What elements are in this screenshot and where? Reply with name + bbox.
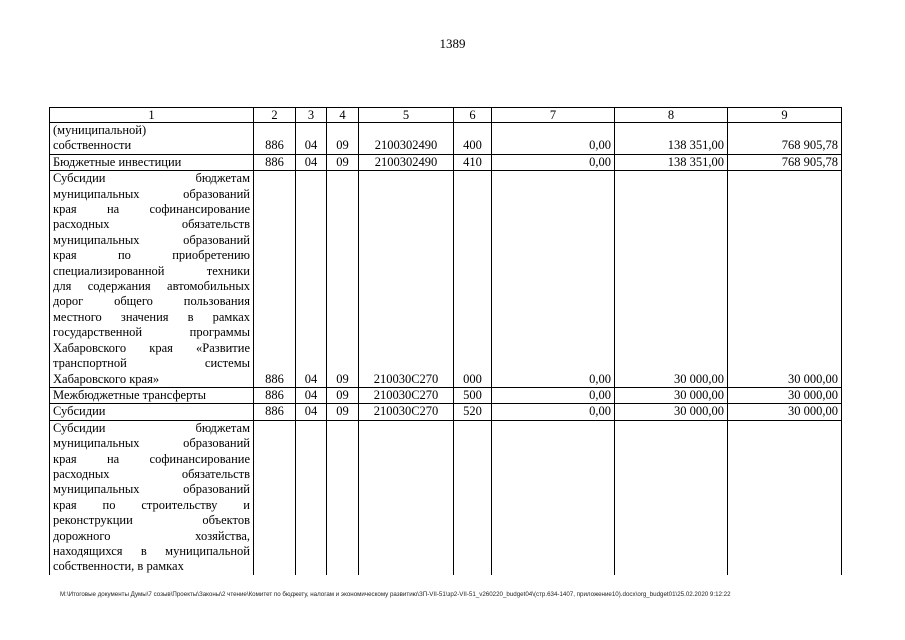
- cell-col-7: 0,00: [492, 171, 615, 388]
- cell-col-5: 210030С270: [359, 171, 454, 388]
- column-header: 8: [615, 108, 728, 123]
- cell-col-9: 30 000,00: [728, 171, 842, 388]
- cell-col-4: 09: [327, 171, 359, 388]
- description-line: дорог общего пользования: [53, 294, 250, 309]
- cell-col-3: 04: [296, 154, 327, 170]
- description-line: государственной программы: [53, 325, 250, 340]
- description-line: Межбюджетные трансферты: [53, 387, 207, 402]
- cell-col-2: 886: [254, 154, 296, 170]
- cell-col-2: 886: [254, 171, 296, 388]
- table-row: [50, 404, 842, 420]
- table-row: [50, 171, 842, 388]
- column-header: 7: [492, 108, 615, 123]
- cell-col-4: 09: [327, 154, 359, 170]
- column-header: 9: [728, 108, 842, 123]
- cell-col-7: 0,00: [492, 387, 615, 403]
- description-line: края на софинансирование: [53, 202, 250, 217]
- description-line: муниципальных образований: [53, 436, 250, 451]
- cell-col-9: 768 905,78: [728, 123, 842, 155]
- description-line: дорожного хозяйства,: [53, 528, 250, 543]
- description-line: Субсидии бюджетам: [53, 420, 250, 435]
- cell-col-7: [492, 420, 615, 575]
- cell-col-5: [359, 420, 454, 575]
- cell-col-9: [728, 420, 842, 575]
- table-row: [50, 123, 842, 155]
- column-header: 3: [296, 108, 327, 123]
- cell-col-6: 000: [454, 171, 492, 388]
- column-header: 4: [327, 108, 359, 123]
- row-description: [50, 171, 254, 388]
- description-line: муниципальных образований: [53, 232, 250, 247]
- cell-col-3: 04: [296, 123, 327, 155]
- description-line: Хабаровского края «Развитие: [53, 340, 250, 355]
- cell-col-6: 400: [454, 123, 492, 155]
- cell-col-2: [254, 420, 296, 575]
- cell-col-7: 0,00: [492, 404, 615, 420]
- cell-col-8: 138 351,00: [615, 123, 728, 155]
- description-line: (муниципальной): [53, 123, 147, 137]
- cell-col-8: [615, 420, 728, 575]
- description-line: собственности: [53, 138, 132, 153]
- cell-col-7: 0,00: [492, 154, 615, 170]
- cell-col-8: 30 000,00: [615, 387, 728, 403]
- cell-col-5: 210030С270: [359, 404, 454, 420]
- table-row: [50, 420, 842, 575]
- cell-col-2: 886: [254, 387, 296, 403]
- cell-col-3: 04: [296, 404, 327, 420]
- description-line: Субсидии бюджетам: [53, 171, 250, 186]
- description-line: муниципальных образований: [53, 186, 250, 201]
- cell-col-4: 09: [327, 123, 359, 155]
- cell-col-5: 210030С270: [359, 387, 454, 403]
- description-line: расходных обязательств: [53, 217, 250, 232]
- description-line: расходных обязательств: [53, 466, 250, 481]
- column-header: 2: [254, 108, 296, 123]
- cell-col-2: 886: [254, 123, 296, 155]
- description-line: края на софинансирование: [53, 451, 250, 466]
- cell-col-4: 09: [327, 404, 359, 420]
- cell-col-8: 30 000,00: [615, 171, 728, 388]
- table-header-row: [50, 108, 842, 123]
- column-header: 1: [50, 108, 254, 123]
- cell-col-3: 04: [296, 387, 327, 403]
- description-line: местного значения в рамках: [53, 309, 250, 324]
- cell-col-5: 2100302490: [359, 123, 454, 155]
- cell-col-4: 09: [327, 387, 359, 403]
- description-line: края по приобретению: [53, 248, 250, 263]
- description-line: муниципальных образований: [53, 482, 250, 497]
- table-row: [50, 154, 842, 170]
- cell-col-9: 30 000,00: [728, 404, 842, 420]
- cell-col-2: 886: [254, 404, 296, 420]
- description-line: специализированной техники: [53, 263, 250, 278]
- row-description: [50, 404, 254, 420]
- document-footer-path: M:\Итоговые документы Думы\7 созыв\Проекты\Законы\2 чтение\Комитет по бюджету, налогам и экономическому развитию\ЗП-VII-51\зр2-VII-51_v260220_budget04\(стр.634-1407, приложение10).docx\org_budget01\25.02.2020 9:12:22: [60, 591, 731, 598]
- cell-col-8: 30 000,00: [615, 404, 728, 420]
- row-description: [50, 387, 254, 403]
- page-number: 1389: [439, 36, 466, 51]
- cell-col-6: 500: [454, 387, 492, 403]
- cell-col-7: 0,00: [492, 123, 615, 155]
- column-header: 6: [454, 108, 492, 123]
- cell-col-9: 30 000,00: [728, 387, 842, 403]
- description-line: находящихся в муниципальной: [53, 543, 250, 558]
- budget-table: [49, 107, 842, 575]
- row-description: [50, 123, 254, 155]
- cell-col-4: [327, 420, 359, 575]
- table-row: [50, 387, 842, 403]
- description-line: транспортной системы: [53, 356, 250, 371]
- column-header: 5: [359, 108, 454, 123]
- row-description: [50, 420, 254, 575]
- row-description: [50, 154, 254, 170]
- description-line: Субсидии: [53, 404, 106, 419]
- cell-col-6: [454, 420, 492, 575]
- cell-col-5: 2100302490: [359, 154, 454, 170]
- description-line: для содержания автомобильных: [53, 279, 250, 294]
- description-line: реконструкции объектов: [53, 513, 250, 528]
- description-line: собственности, в рамках: [53, 559, 184, 574]
- cell-col-6: 520: [454, 404, 492, 420]
- description-line: Хабаровского края»: [53, 371, 160, 386]
- cell-col-9: 768 905,78: [728, 154, 842, 170]
- cell-col-3: 04: [296, 171, 327, 388]
- cell-col-3: [296, 420, 327, 575]
- cell-col-6: 410: [454, 154, 492, 170]
- description-line: Бюджетные инвестиции: [53, 154, 182, 169]
- description-line: края по строительству и: [53, 497, 250, 512]
- cell-col-8: 138 351,00: [615, 154, 728, 170]
